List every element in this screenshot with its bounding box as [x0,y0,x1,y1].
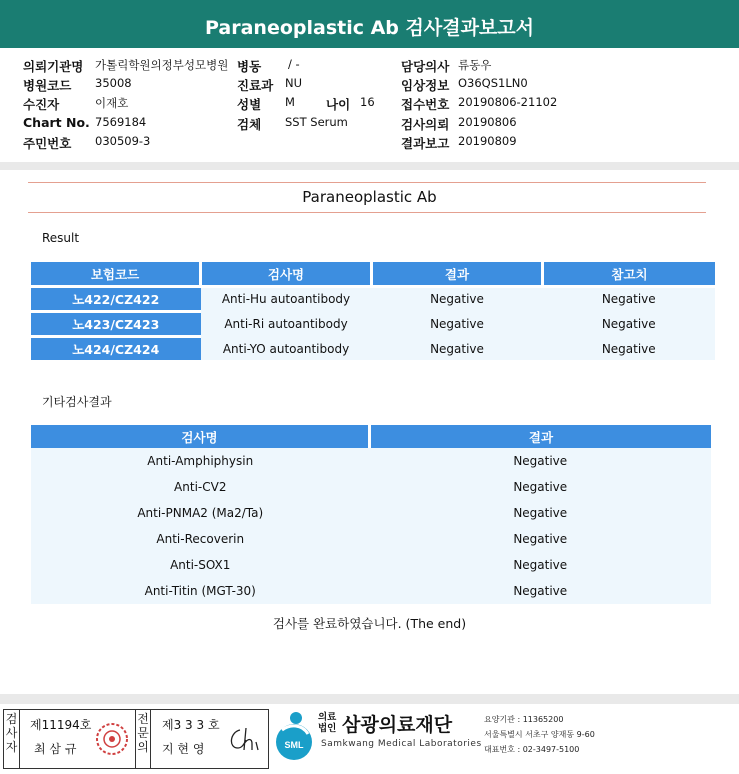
header-insurance-code: 보험코드 [31,262,201,285]
request-value: 20190806 [458,115,517,129]
test-name: Anti-Ri autoantibody [201,313,372,335]
table-row [31,526,711,552]
doctor-value: 류동우 [458,58,492,72]
org-english-name: Samkwang Medical Laboratories [321,739,482,749]
seal-stamp-icon [95,722,129,756]
other-results-table [31,425,711,604]
doctor-label: 담당의사 [401,59,450,74]
org-phone: 대표번호 : 02-3497-5100 [484,745,580,754]
org-address: 서울특별시 서초구 양재동 9-60 [484,730,595,739]
request-label: 검사의뢰 [401,117,450,132]
test-name: Anti-Amphiphysin [31,448,370,474]
receipt-value: 20190806-21102 [458,95,558,109]
report-title: Paraneoplastic Ab 검사결과보고서 [204,17,534,39]
reference-value: Negative [543,338,716,360]
sex-value: M [285,95,295,109]
specialist-label [135,710,151,768]
receipt-label: 접수번호 [401,97,450,112]
resident-value: 030509-3 [95,134,151,148]
header-test-name: 검사명 [31,425,370,448]
tester-license-no: 제11194호 [30,718,92,732]
header-test-name: 검사명 [201,262,372,285]
table-row [31,448,711,474]
tester-name: 최 삼 규 [34,742,77,756]
tester-label-text: 검사자 [5,712,18,754]
clinical-label: 임상정보 [401,78,450,93]
insurance-code: 노422/CZ422 [31,288,201,310]
result-value: Negative [370,448,712,474]
result-caption: Result [42,231,80,245]
org-prefix [318,712,340,734]
ward-value: / - [288,57,300,71]
test-name: Anti-CV2 [31,474,370,500]
table-row [31,578,711,604]
result-value: Negative [372,288,543,310]
specimen-value: SST Serum [285,115,348,129]
specialist-label-text: 전문의 [137,712,149,754]
bottom-rule [28,212,706,213]
chart-value: 7569184 [95,115,147,129]
result-value: Negative [370,500,712,526]
dept-label: 진료과 [237,78,274,93]
result-value: Negative [370,526,712,552]
table-row [31,500,711,526]
patient-info-panel [0,55,739,155]
reference-value: Negative [543,313,716,335]
sex-label: 성별 [237,97,262,112]
patient-label: 수진자 [23,97,60,112]
other-results-caption: 기타검사결과 [42,395,112,409]
dept-value: NU [285,76,303,90]
patient-value: 이재호 [95,96,129,110]
specimen-label: 검체 [237,117,262,132]
resident-label: 주민번호 [23,136,72,151]
org-code: 요양기관 : 11365200 [484,715,564,724]
section-title: Paraneoplastic Ab [302,188,437,206]
signature-box [3,709,269,769]
institution-value: 가톨릭학원의정부성모병원 [95,58,229,72]
result-table [31,262,715,360]
tester-label [4,710,20,768]
insurance-code: 노424/CZ424 [31,338,201,360]
header-result: 결과 [370,425,712,448]
chart-label: Chart No. [23,115,90,130]
table-row [31,552,711,578]
result-value: Negative [372,338,543,360]
hospital-code-value: 35008 [95,76,132,90]
top-rule [28,182,706,183]
logo-head [290,712,302,724]
hospital-code-label: 병원코드 [23,78,72,93]
test-name: Anti-PNMA2 (Ma2/Ta) [31,500,370,526]
reference-value: Negative [543,288,716,310]
footer-divider [0,694,739,704]
org-prefix-text: 의료법인 [318,712,337,734]
report-title-bar [0,0,739,48]
test-name: Anti-YO autoantibody [201,338,372,360]
test-name: Anti-Titin (MGT-30) [31,578,370,604]
org-name: 삼광의료재단 [342,714,453,736]
age-value: 16 [360,95,375,109]
specialist-name: 지 현 영 [162,742,205,756]
signature-icon [226,724,260,754]
age-label: 나이 [326,97,351,112]
table-row [31,338,715,360]
result-value: Negative [372,313,543,335]
logo-text: SML [284,740,304,750]
table-row [31,288,715,310]
test-name: Anti-SOX1 [31,552,370,578]
ward-label: 병동 [237,59,262,74]
report-value: 20190809 [458,134,517,148]
sml-logo-icon [272,708,316,762]
end-text: 검사를 완료하였습니다. (The end) [272,616,467,631]
section-divider [0,162,739,170]
institution-label: 의뢰기관명 [23,59,84,74]
result-value: Negative [370,578,712,604]
clinical-value: O36QS1LN0 [458,76,528,90]
test-name: Anti-Hu autoantibody [201,288,372,310]
table-row [31,313,715,335]
header-reference: 참고치 [543,262,716,285]
specialist-license-no: 제3 3 3 호 [162,718,220,732]
test-name: Anti-Recoverin [31,526,370,552]
insurance-code: 노423/CZ423 [31,313,201,335]
table-row [31,474,711,500]
report-label: 결과보고 [401,136,450,151]
header-result: 결과 [372,262,543,285]
result-value: Negative [370,474,712,500]
result-value: Negative [370,552,712,578]
